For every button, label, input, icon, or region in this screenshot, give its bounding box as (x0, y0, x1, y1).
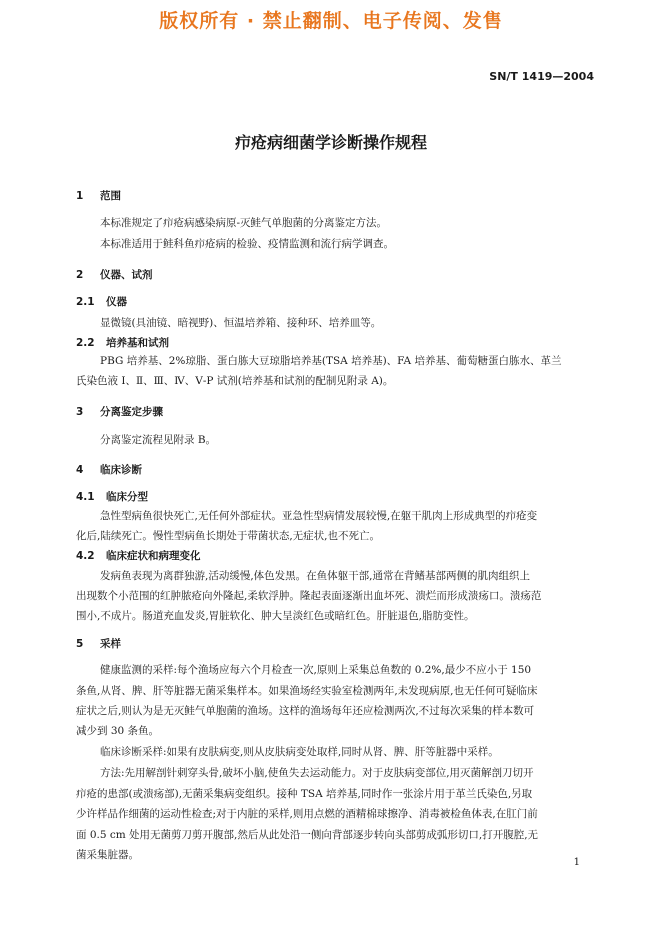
section-3-heading: 3 分离鉴定步骤 (76, 406, 163, 418)
section-5-heading: 5 采样 (76, 638, 121, 650)
section-4-1-heading: 4.1 临床分型 (76, 491, 148, 503)
section-1-heading: 1 范围 (76, 190, 121, 202)
copyright-watermark: 版权所有 · 禁止翻制、电子传阅、发售 (159, 10, 503, 32)
paragraph: 本标准规定了疖疮病感染病原-灭鲑气单胞菌的分离鉴定方法。 (100, 217, 388, 229)
paragraph: 条鱼,从肾、脾、肝等脏器无菌采集样本。如果渔场经实验室检测两年,未发现病原,也无任何可疑临床 (76, 685, 538, 697)
section-2-1-heading: 2.1 仪器 (76, 296, 127, 308)
paragraph: 症状之后,则认为是无灭鲑气单胞菌的渔场。这样的渔场每年还应检测两次,不过每次采集的样本数可 (76, 705, 535, 717)
paragraph: 少许样品作细菌的运动性检查;对于内脏的采样,则用点燃的酒精棉球擦净、消毒被检鱼体表,在肛门前 (76, 808, 538, 820)
paragraph: 化后,陆续死亡。慢性型病鱼长期处于带菌状态,无症状,也不死亡。 (76, 530, 381, 542)
paragraph: 疖疮的患部(或溃疡部),无菌采集病变组织。接种 TSA 培养基,同时作一张涂片用于革兰氏染色,另取 (76, 788, 533, 800)
section-2-2-heading: 2.2 培养基和试剂 (76, 337, 169, 349)
standard-code: SN/T 1419—2004 (489, 70, 594, 83)
paragraph: 出现数个小范围的红肿脓疮向外隆起,柔软浮肿。隆起表面逐渐出血坏死、溃烂而形成溃疡口。溃疡范 (76, 590, 542, 602)
paragraph: 围小,不成片。肠道充血发炎,胃脏软化、肿大呈淡红色或暗红色。肝脏退色,脂肪变性。 (76, 610, 475, 622)
paragraph: 本标准适用于鲑科鱼疖疮病的检验、疫情监测和流行病学调查。 (100, 238, 394, 250)
paragraph: 面 0.5 cm 处用无菌剪刀剪开腹部,然后从此处沿一侧向背部逐步转向头部剪成弧形切口,打开腹腔,无 (76, 829, 539, 841)
paragraph: 健康监测的采样:每个渔场应每六个月检查一次,原则上采集总鱼数的 0.2%,最少不应小于 150 (100, 664, 532, 676)
page-number: 1 (573, 857, 580, 868)
paragraph: 急性型病鱼很快死亡,无任何外部症状。亚急性型病情发展较慢,在躯干肌肉上形成典型的疖疮变 (100, 510, 538, 522)
paragraph: 氏染色液 Ⅰ、Ⅱ、Ⅲ、Ⅳ、Ⅴ-P 试剂(培养基和试剂的配制见附录 A)。 (76, 375, 394, 387)
paragraph: 减少到 30 条鱼。 (76, 725, 160, 737)
paragraph: 菌采集脏器。 (76, 849, 139, 861)
document-title: 疖疮病细菌学诊断操作规程 (234, 133, 427, 152)
paragraph: 方法:先用解剖针刺穿头骨,破坏小脑,使鱼失去运动能力。对于皮肤病变部位,用灭菌解剖刀切开 (100, 767, 534, 779)
paragraph: 发病鱼表现为离群独游,活动缓慢,体色发黑。在鱼体躯干部,通常在背鳍基部两侧的肌肉组织上 (100, 570, 531, 582)
paragraph: 临床诊断采样:如果有皮肤病变,则从皮肤病变处取样,同时从肾、脾、肝等脏器中采样。 (100, 746, 499, 758)
paragraph: 分离鉴定流程见附录 B。 (100, 434, 217, 446)
section-2-heading: 2 仪器、试剂 (76, 269, 153, 281)
section-4-2-heading: 4.2 临床症状和病理变化 (76, 550, 201, 562)
paragraph: PBG 培养基、2%琼脂、蛋白胨大豆琼脂培养基(TSA 培养基)、FA 培养基、葡萄糖蛋白胨水、革兰 (100, 355, 562, 367)
paragraph: 显微镜(具油镜、暗视野)、恒温培养箱、接种环、培养皿等。 (100, 317, 382, 329)
section-4-heading: 4 临床诊断 (76, 464, 142, 476)
